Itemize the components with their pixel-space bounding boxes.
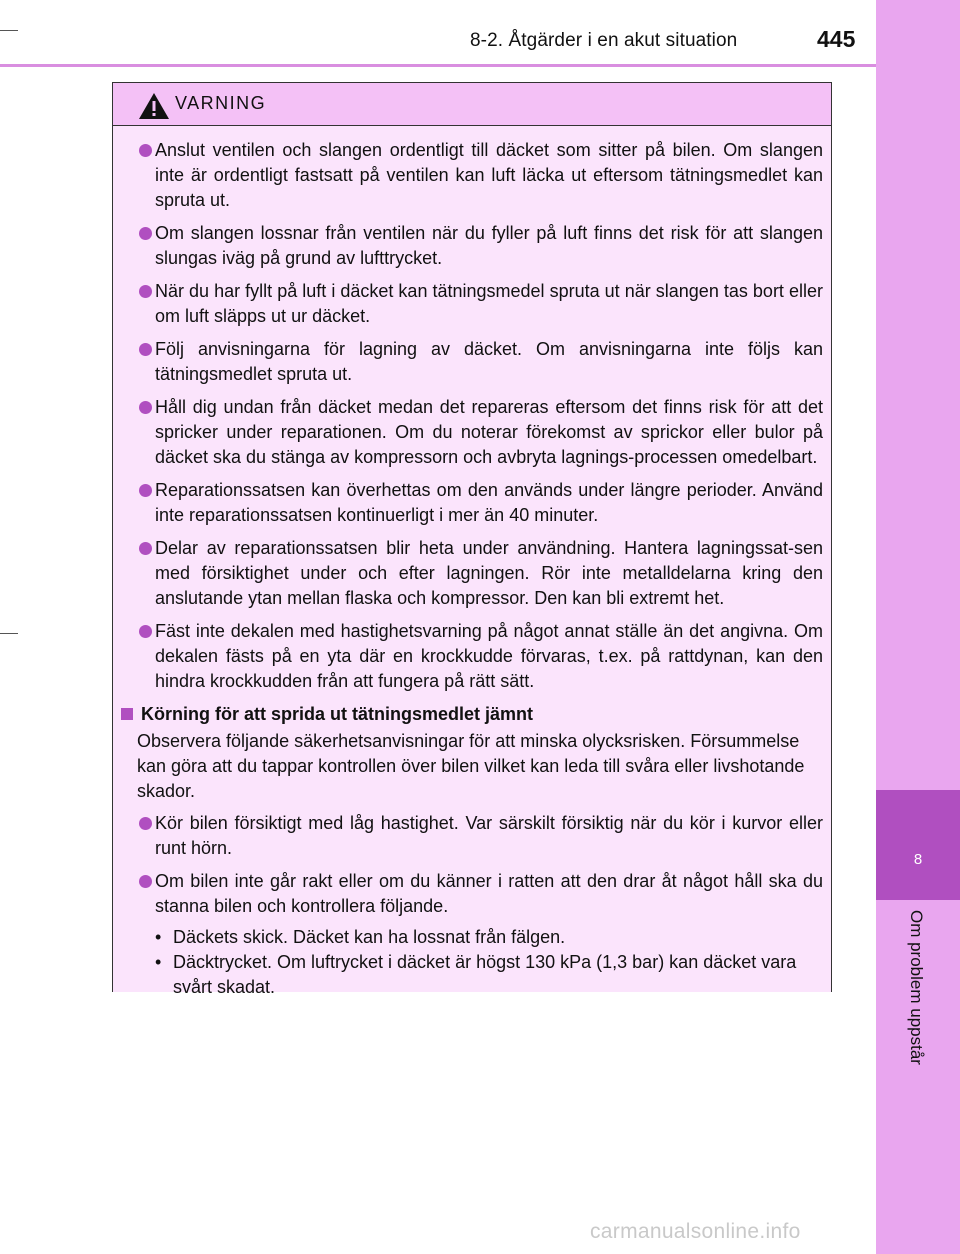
bullet-dot-icon xyxy=(139,401,152,414)
sub-item xyxy=(121,925,823,950)
header-rule xyxy=(0,64,876,67)
crop-mark xyxy=(0,633,18,634)
bullet-dot-icon xyxy=(139,817,152,830)
chapter-number-tab: 8 xyxy=(876,790,960,900)
warning-box xyxy=(112,82,832,997)
bullet-dot-icon xyxy=(139,343,152,356)
sub-item xyxy=(121,950,823,1000)
bullet-dot-icon xyxy=(139,625,152,638)
bullet-dot-icon xyxy=(139,285,152,298)
warning-header xyxy=(113,83,831,126)
crop-mark xyxy=(0,30,18,31)
warning-bullet xyxy=(121,536,823,611)
section-bullet xyxy=(121,811,823,861)
bullet-text: Anslut ventilen och slangen ordentligt till däcket som sitter på bilen. Om slangen inte är ordentligt fastsatt på ventilen kan luft läcka ut eftersom tätningsmedlet kan spruta ut. xyxy=(155,140,823,210)
bullet-text: Delar av reparationssatsen blir heta under användning. Hantera lagningssat-sen med försiktighet under och efter lagningen. Rör inte metalldelarna kring den anslutande ytan mellan flaska och kompressor. Den kan bli extremt het. xyxy=(155,538,823,608)
bullet-dot-icon xyxy=(139,227,152,240)
bullet-text: Följ anvisningarna för lagning av däcket. Om anvisningarna inte följs kan tätningsmedlet spruta ut. xyxy=(155,339,823,384)
section-bullet xyxy=(121,869,823,919)
bullet-text: Fäst inte dekalen med hastighetsvarning på något annat ställe än det angivna. Om dekalen fästs på en yta där en krockkudde förvaras, t.ex. på rattdynan, kan den hindra krockkudden från att fungera på rätt sätt. xyxy=(155,621,823,691)
heading-square-icon xyxy=(121,708,133,720)
warning-bullet xyxy=(121,395,823,470)
sub-item-mark: • xyxy=(155,952,162,972)
bullet-dot-icon xyxy=(139,144,152,157)
warning-body xyxy=(113,126,831,997)
warning-bullet xyxy=(121,619,823,694)
watermark: carmanualsonline.info xyxy=(590,1220,801,1243)
sub-item-text: Däckets skick. Däcket kan ha lossnat från fälgen. xyxy=(173,927,566,947)
section-title: 8-2. Åtgärder i en akut situation xyxy=(470,30,738,51)
bullet-text: Om slangen lossnar från ventilen när du fyller på luft finns det risk för att slangen slungas iväg på grund av lufttrycket. xyxy=(155,223,823,268)
section-heading-text: Körning för att sprida ut tätningsmedlet jämnt xyxy=(141,704,534,724)
warning-bullet xyxy=(121,221,823,271)
warning-title: VARNING xyxy=(175,93,267,113)
warning-triangle-icon xyxy=(137,91,171,121)
bullet-text: Håll dig undan från däcket medan det repareras eftersom det finns risk för att det spricker under reparationen. Om du noterar förekomst av sprickor eller bulor på däcket ska du stänga av kompressorn och avbryta lagnings-processen omedelbart. xyxy=(155,397,823,467)
warning-bullet xyxy=(121,337,823,387)
bullet-text: Reparationssatsen kan överhettas om den används under längre perioder. Använd inte reparationssatsen kontinuerligt i mer än 40 minuter. xyxy=(155,480,823,525)
warning-bullet xyxy=(121,138,823,213)
chapter-label: Om problem uppstår xyxy=(907,910,926,1065)
bullet-text: Om bilen inte går rakt eller om du känner i ratten att den drar åt något håll ska du stanna bilen och kontrollera följande. xyxy=(155,871,823,916)
bullet-dot-icon xyxy=(139,875,152,888)
sub-item-text: Däcktrycket. Om luftrycket i däcket är högst 130 kPa (1,3 bar) kan däcket vara svårt skadat. xyxy=(173,952,797,997)
bullet-text: När du har fyllt på luft i däcket kan tätningsmedel spruta ut när slangen tas bort eller om luft släpps ut ur däcket. xyxy=(155,281,823,326)
section-intro: Observera följande säkerhetsanvisningar för att minska olycksrisken. Försummelse kan göra att du tappar kontrollen över bilen vilket kan leda till svåra eller livshotande skador. xyxy=(137,731,805,801)
page-number: 445 xyxy=(817,26,856,52)
bullet-dot-icon xyxy=(139,484,152,497)
sub-item-mark: • xyxy=(155,927,162,947)
section-heading xyxy=(121,702,823,727)
warning-bullet xyxy=(121,279,823,329)
warning-bullet xyxy=(121,478,823,528)
bullet-text: Kör bilen försiktigt med låg hastighet. Var särskilt försiktig när du kör i kurvor eller runt hörn. xyxy=(155,813,823,858)
bullet-dot-icon xyxy=(139,542,152,555)
